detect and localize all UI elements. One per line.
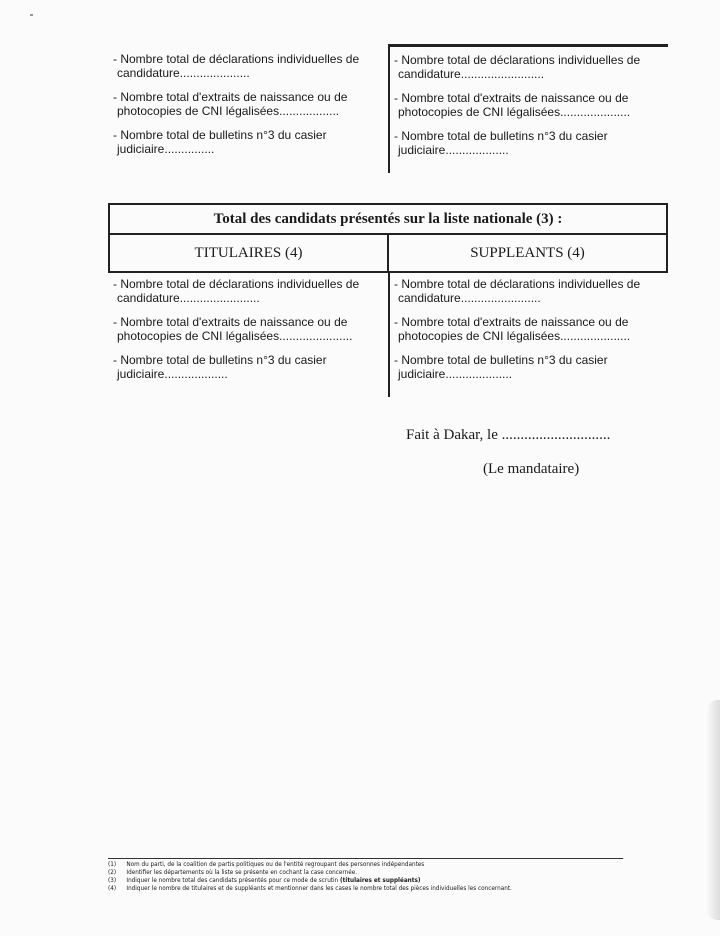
- list-item: - Nombre total d'extraits de naissance ou de photocopies de CNI légalisées......................: [113, 315, 353, 343]
- departmental-totals-block: [108, 44, 668, 173]
- footnote: (3) Indiquer le nombre total des candidats présentés pour ce mode de scrutin (titulaires et suppléants): [108, 877, 421, 884]
- national-list-block: [108, 203, 668, 397]
- place-date-line: Fait à Dakar, le .............................: [406, 427, 611, 443]
- suppleants-header: SUPPLEANTS (4): [387, 235, 666, 271]
- national-list-title: Total des candidats présentés sur la liste nationale (3) :: [108, 203, 668, 233]
- list-item: - Nombre total d'extraits de naissance ou de photocopies de CNI légalisées..................: [113, 90, 348, 118]
- titulaires-column: [108, 273, 388, 397]
- signatory-label: (Le mandataire): [483, 461, 580, 477]
- titulaires-column: [108, 44, 388, 173]
- footnotes: [108, 858, 623, 893]
- scan-speck: [30, 14, 33, 16]
- page-curl-shadow: [706, 700, 720, 920]
- footnote: (2) Identifier les départements où la liste se présente en cochant la case concernée.: [108, 869, 358, 876]
- list-item: - Nombre total de déclarations individuelles de candidature........................: [113, 277, 360, 305]
- list-item: - Nombre total de déclarations individuelles de candidature........................: [394, 277, 641, 305]
- footnote: (4) Indiquer le nombre de titulaires et de suppléants et mentionner dans les cases le nombre total des pièces individuelles les concernant.: [108, 885, 512, 892]
- suppleants-column: [388, 273, 668, 397]
- list-item: - Nombre total de bulletins n°3 du casier judiciaire...................: [113, 353, 327, 381]
- list-item: - Nombre total d'extraits de naissance ou de photocopies de CNI légalisées.....................: [394, 91, 631, 119]
- list-item: - Nombre total de déclarations individuelles de candidature.........................: [394, 53, 641, 81]
- titulaires-header: TITULAIRES (4): [194, 244, 303, 261]
- list-item: - Nombre total de déclarations individuelles de candidature.....................: [113, 52, 360, 80]
- list-item: - Nombre total d'extraits de naissance ou de photocopies de CNI légalisées.....................: [394, 315, 631, 343]
- list-item: - Nombre total de bulletins n°3 du casier judiciaire...............: [113, 128, 327, 156]
- column-headers: [108, 233, 668, 273]
- list-item: - Nombre total de bulletins n°3 du casier judiciaire....................: [394, 353, 608, 381]
- suppleants-column: [388, 44, 668, 173]
- footnote: (1) Nom du parti, de la coalition de partis politiques ou de l'entité regroupant des personnes indépendantes: [108, 861, 425, 868]
- list-item: - Nombre total de bulletins n°3 du casier judiciaire...................: [394, 129, 608, 157]
